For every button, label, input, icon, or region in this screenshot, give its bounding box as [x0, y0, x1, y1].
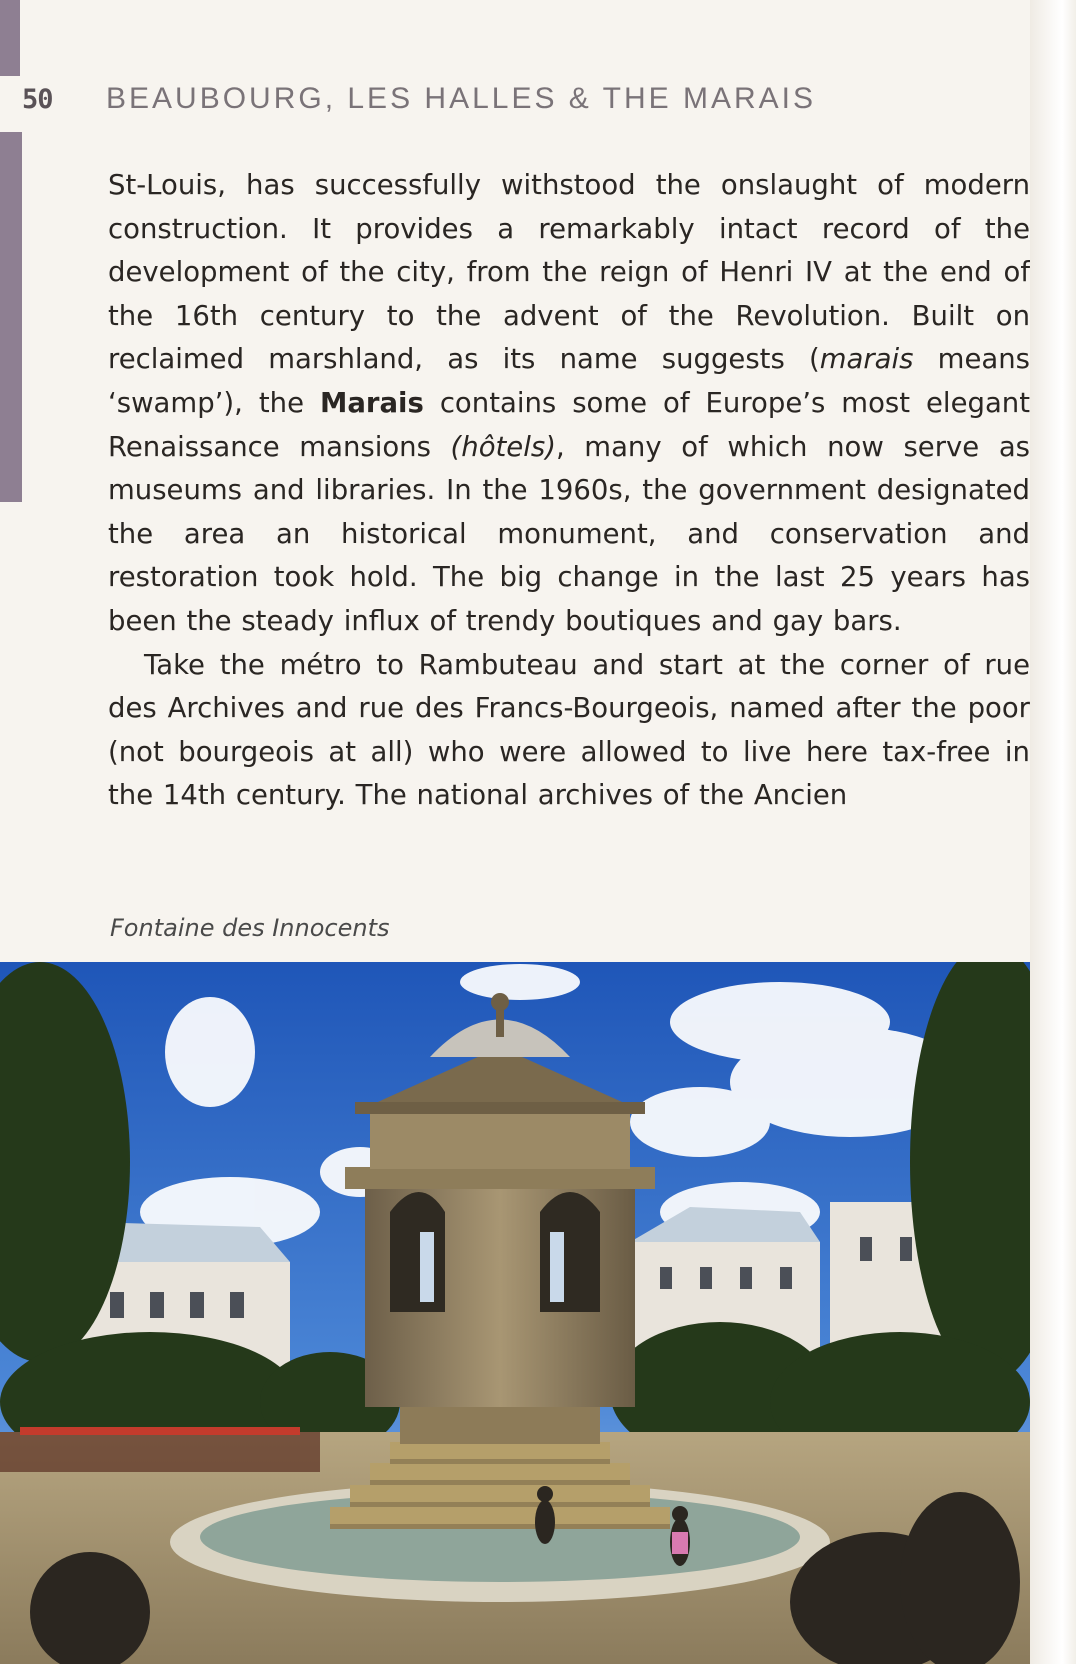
text-run: means ‘swamp’), the — [108, 343, 1030, 419]
section-color-tab-top — [0, 0, 20, 76]
text-run: , many of which now serve as museums and libraries. In the 1960s, the government designated the area an historical monument, and conservation and restoration took hold. The big change in the last 25 years has been the steady influx of trendy boutiques and gay bars. — [108, 430, 1030, 637]
page-number: 50 — [22, 84, 53, 115]
running-head: BEAUBOURG, LES HALLES & THE MARAIS — [106, 82, 816, 115]
italic-term: (hôtels) — [450, 430, 556, 463]
text-run: Take the métro to Rambuteau and start at the corner of rue des Archives and rue des Francs-Bourgeois, named after the poor (not bourgeois at all) who were allowed to live here tax-free in the 14th century. The national archives of the Ancien — [108, 648, 1030, 812]
body-text — [108, 164, 1030, 818]
bold-term: Marais — [319, 386, 424, 419]
section-color-tab — [0, 132, 22, 502]
fountain-photo — [0, 962, 1030, 1664]
text-run: contains some of Europe’s most elegant Renaissance mansions — [108, 386, 1031, 463]
figure-caption: Fontaine des Innocents — [110, 914, 390, 942]
paragraph — [108, 164, 1030, 644]
page-gutter-edge — [1030, 0, 1076, 1664]
paragraph — [108, 644, 1030, 818]
italic-term: marais — [819, 343, 914, 376]
text-run: St-Louis, has successfully withstood the onslaught of modern construction. It provides a remarkably intact record of the development of the city, from the reign of Henri IV at the end of the 16th century to the advent of the Revolution. Built on reclaimed marshland, as its name suggests ( — [108, 169, 1030, 376]
photo-illustration — [0, 962, 1030, 1664]
